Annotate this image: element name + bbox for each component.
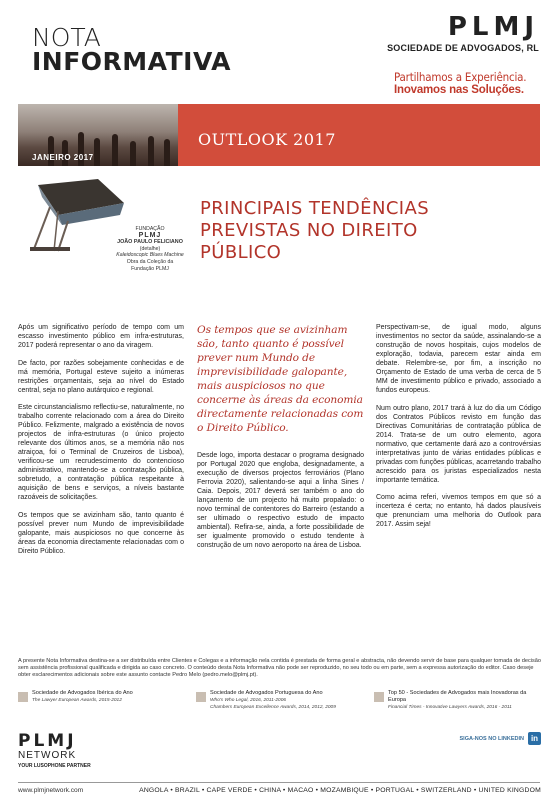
award-icon	[18, 692, 28, 702]
award-source: The Lawyer European Awards, 2015-2012	[32, 698, 122, 703]
partner-label: YOUR LUSOPHONE PARTNER	[18, 763, 91, 769]
foundation-label: FUNDAÇÃO	[135, 226, 165, 232]
brand-subtitle: SOCIEDADE DE ADVOGADOS, RL	[387, 43, 539, 53]
artwork-title: Kaleidoscopic Blues Machine	[116, 252, 184, 259]
collection-line-1: Obra da Coleção da	[126, 258, 174, 265]
paragraph: Este circunstancialismo reflectiu-se, naturalmente, no trabalho corrente relacionado com a área do Direito Público. Felizmente, malgrado a existência de novos projectos de infra-estruturas (o único projecto relevante dos últimos anos, se a memória não nos atraiçoa, foi o Terminal de Cruzeiros de Lisboa), verificou-se um recrudescimento do contencioso administrativo, mantendo-se a contratação pública, sobretudo, a contratação pública respeitante à aquisição de bens e serviços, a níveis bastante razoáveis de solicitações.	[18, 404, 184, 501]
country-list: ANGOLA • BRAZIL • CAPE VERDE • CHINA • MACAO • MOZAMBIQUE • PORTUGAL • SWITZERLAND • UNITED KINGDOM	[139, 787, 541, 794]
article-title: PRINCIPAIS TENDÊNCIAS PREVISTAS NO DIREITO PÚBLICO	[200, 198, 430, 263]
issue-date: JANEIRO 2017	[32, 153, 94, 162]
award-source: Financial Times - Innovative Lawyers Awards, 2016 - 2011	[388, 705, 512, 710]
artist-name: JOÃO PAULO FELICIANO	[117, 239, 183, 246]
paragraph: Como acima referi, vivemos tempos em que só a incerteza é certa; no entanto, há dados plausíveis que prenunciam uma melhoria do Outlook para 2017. Assim seja!	[376, 494, 541, 528]
network-label: NETWORK	[18, 750, 77, 761]
website-link[interactable]: www.plmjnetwork.com	[18, 787, 84, 794]
title-line-1: NOTA	[32, 23, 101, 52]
brand-logo	[339, 12, 539, 53]
footer-divider	[18, 782, 540, 783]
tagline-line-2: Inovamos nas Soluções.	[394, 84, 524, 96]
award-icon	[374, 692, 384, 702]
newsletter-title	[32, 23, 231, 76]
tagline-line-1: Partilhamos a Experiência.	[394, 70, 527, 84]
title-line-2: INFORMATIVA	[32, 47, 231, 76]
network-logo	[18, 733, 91, 769]
paragraph: De facto, por razões sobejamente conhecidas e de má memória, Portugal esteve sujeito a inúmeras restrições orçamentais, seja ao nível do Estado central, seja no plano autárquico e regional.	[18, 359, 184, 394]
collection-line-2: Fundação PLMJ	[131, 265, 169, 272]
paragraph: Os tempos que se avizinham são, tanto quanto é possível prever num Mundo de imprevisibilidade galopante, mais auspiciosos no que concerne às áreas da economia directamente relacionadas com o Direito Público.	[18, 511, 184, 555]
award-source: Who's Who Legal, 2016, 2011-2006	[210, 698, 287, 703]
column-3	[376, 323, 541, 538]
award-title: Top 50 - Sociedades de Advogados mais Inovadoras da Europa	[388, 690, 527, 703]
award-title: Sociedade de Advogados Ibérica do Ano	[32, 690, 133, 696]
legal-disclaimer: A presente Nota Informativa destina-se a ser distribuída entre Clientes e Colegas e a informação nela contida é prestada de forma geral e abstracta, não devendo servir de base para qualquer tomada de decisão sem assistência profissional qualificada e dirigida ao caso concreto. O conteúdo desta Nota Informativa não pode ser reproduzido, no seu todo ou em parte, sem a expressa autorização do editor. Caso deseje obter esclarecimentos adicionais sobre este assunto contacte Pedro Melo (pedro.melo@plmj.pt).	[18, 658, 542, 679]
paragraph: Perspectivam-se, de igual modo, alguns investimentos no sector da saúde, assinalando-se a construção de novos hospitais, cujos modelos de exploração, todavia, parecem estar ainda em debate. Relembre-se, por fim, a inscrição no Orçamento de Estado de uma verba de cerca de 5 MM de investimento público e privado, associado a fundos europeus.	[376, 324, 541, 394]
column-2	[197, 323, 364, 559]
brand-name: PLMJ	[447, 12, 539, 42]
award-source-2: Chambers European Excellence Awards, 2014, 2012, 2009	[210, 705, 336, 710]
awards-strip	[18, 690, 542, 716]
outlook-label: OUTLOOK 2017	[198, 130, 336, 149]
tagline	[394, 70, 539, 96]
foundation-plmj: PLMJ	[138, 231, 162, 239]
column-1	[18, 323, 184, 564]
award-item	[374, 690, 542, 716]
paragraph: Desde logo, importa destacar o programa designado por Portugal 2020 que engloba, designadamente, a execução de diversos projectos ferroviários (Plano Ferrovia 2020), salientando-se aqui a linha Sines / Caia. Depois, 2017 deverá ser também o ano do lançamento de um projecto há muito propalado: o novo terminal de contentores do Barreiro (estando a ser ultimado o respectivo estudo de impacto ambiental). Refira-se, ainda, a forte possibilidade de ser igualmente promovido o estudo tendente à construção de um novo aeroporto na área de Lisboa.	[197, 452, 364, 549]
award-title: Sociedade de Advogados Portuguesa do Ano	[210, 690, 323, 696]
paragraph: Num outro plano, 2017 trará à luz do dia um Código dos Contratos Públicos revisto em função das Directivas Comunitárias de contratação pública de 2014. Trata-se de um outro elemento, agora normativo, que certamente dará azo a controvérsias interpretativas junto de várias entidades públicas e privadas com funções públicas, acarretando trabalho acrescido para os juristas especializados nesta importante temática.	[376, 404, 541, 484]
linkedin-icon[interactable]: in	[528, 732, 541, 745]
artwork-detail: (detalhe)	[139, 245, 161, 252]
award-item	[18, 690, 186, 716]
banner-photo	[18, 104, 178, 166]
award-item	[196, 690, 364, 716]
banner-red	[178, 104, 540, 166]
linkedin-link[interactable]	[460, 732, 541, 745]
artwork-caption	[110, 226, 190, 272]
linkedin-label[interactable]: SIGA-NOS NO LINKEDIN	[459, 735, 524, 742]
pull-quote: Os tempos que se avizinham são, tanto quanto é possível prever num Mundo de imprevisibilidade galopante, mais auspiciosos no que concerne às áreas da economia directamente relacionadas com o Direito Público.	[197, 324, 364, 434]
network-logo-name: PLMJ	[18, 731, 77, 751]
award-icon	[196, 692, 206, 702]
paragraph: Após um significativo período de tempo com um escasso investimento público em infra-estruturas, 2017 poderá representar o ano da viragem.	[18, 324, 184, 349]
